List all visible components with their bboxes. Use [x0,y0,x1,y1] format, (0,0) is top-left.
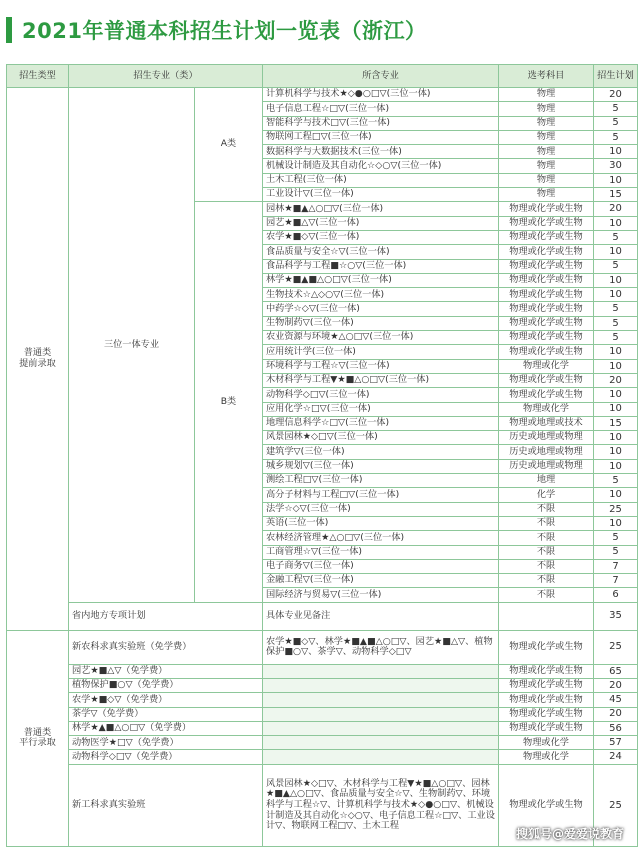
included-major-cell: 应用化学☆□▽(三位一体) [263,402,499,416]
plan-count-cell: 10 [594,488,638,502]
plan-count-cell: 10 [594,345,638,359]
subjects-cell: 化学 [499,488,594,502]
experimental-class-cell: 新农科求真实验班（免学费） [69,630,263,664]
subjects-cell: 物理或化学或生物 [499,202,594,216]
subjects-cell: 不限 [499,545,594,559]
included-major-cell: 农业资源与环境★△○□▽(三位一体) [263,331,499,345]
included-major-cell [263,721,499,735]
table-body [7,88,638,847]
plan-count-cell: 5 [594,302,638,316]
included-major-cell: 农学★■◇▽(三位一体) [263,230,499,244]
subjects-cell: 不限 [499,559,594,573]
title-bar [6,14,426,46]
included-major-cell: 园林★■▲△○□▽(三位一体) [263,202,499,216]
plan-count-cell: 15 [594,188,638,202]
subjects-cell: 不限 [499,531,594,545]
major-category-cell: 三位一体专业 [69,88,195,603]
plan-count-cell: 25 [594,764,638,846]
plan-count-cell: 10 [594,216,638,230]
subjects-cell: 物理或化学或生物 [499,230,594,244]
included-major-cell: 食品质量与安全☆▽(三位一体) [263,245,499,259]
included-major-cell [263,664,499,678]
plan-count-cell: 20 [594,373,638,387]
included-major-cell: 应用统计学(三位一体) [263,345,499,359]
included-major-cell: 地理信息科学☆□▽(三位一体) [263,416,499,430]
subjects-cell: 物理或化学或生物 [499,216,594,230]
included-major-cell: 数据科学与大数据技术(三位一体) [263,145,499,159]
included-major-cell: 测绘工程□▽(三位一体) [263,474,499,488]
table-row [7,693,638,707]
included-major-cell: 英语(三位一体) [263,516,499,530]
plan-count-cell: 5 [594,130,638,144]
subjects-cell: 物理 [499,88,594,102]
included-major-cell: 土木工程(三位一体) [263,173,499,187]
subjects-cell: 物理 [499,130,594,144]
plan-count-cell: 35 [594,602,638,630]
included-major-cell: 林学★■▲■△○□▽(三位一体) [263,273,499,287]
included-major-cell: 金融工程▽(三位一体) [263,574,499,588]
plan-count-cell: 20 [594,678,638,692]
plan-count-cell: 10 [594,431,638,445]
plan-count-cell: 10 [594,359,638,373]
plan-count-cell: 56 [594,721,638,735]
header-subjects: 选考科目 [499,65,594,88]
plan-count-cell: 10 [594,173,638,187]
included-major-cell: 工商管理☆▽(三位一体) [263,545,499,559]
subjects-cell: 物理或化学或生物 [499,388,594,402]
included-major-cell: 智能科学与技术□▽(三位一体) [263,116,499,130]
enroll-type-cell: 普通类 提前录取 [7,88,69,631]
included-major-cell: 机械设计制造及其自动化☆◇○▽(三位一体) [263,159,499,173]
subjects-cell: 不限 [499,516,594,530]
included-major-cell [263,707,499,721]
included-major-cell: 环境科学与工程☆▽(三位一体) [263,359,499,373]
plan-count-cell: 5 [594,102,638,116]
plan-count-cell: 6 [594,588,638,602]
subjects-cell: 物理或化学或生物 [499,273,594,287]
included-major-cell: 动物科学◇□▽(三位一体) [263,388,499,402]
plan-count-cell: 5 [594,331,638,345]
enroll-type-cell: 普通类 平行录取 [7,630,69,846]
subjects-cell: 物理或化学 [499,736,594,750]
subjects-cell: 物理或化学或生物 [499,331,594,345]
table-header-row [7,65,638,88]
subjects-cell: 历史或地理或物理 [499,445,594,459]
included-major-cell: 具体专业见备注 [263,602,499,630]
plan-count-cell: 10 [594,245,638,259]
included-major-cell: 生物技术☆△◇○▽(三位一体) [263,288,499,302]
included-major-cell: 国际经济与贸易▽(三位一体) [263,588,499,602]
plan-count-cell: 25 [594,630,638,664]
table-row [7,678,638,692]
subjects-cell: 物理或化学 [499,750,594,764]
major-cell: 园艺★■△▽（免学费） [69,664,263,678]
subjects-cell [499,602,594,630]
page-title: 2021年普通本科招生计划一览表（浙江） [22,19,427,43]
included-major-cell: 生物制药▽(三位一体) [263,316,499,330]
plan-count-cell: 10 [594,273,638,287]
subjects-cell: 物理 [499,188,594,202]
subjects-cell: 物理或化学或生物 [499,630,594,664]
plan-count-cell: 10 [594,459,638,473]
major-cell: 农学★■◇▽（免学费） [69,693,263,707]
subjects-cell: 物理或化学或生物 [499,316,594,330]
subjects-cell: 物理 [499,159,594,173]
subjects-cell: 物理或化学或生物 [499,345,594,359]
included-major-cell: 农学★■◇▽、林学★■▲■△○□▽、园艺★■△▽、植物保护■○▽、茶学▽、动物科学◇□▽ [263,630,499,664]
plan-count-cell: 45 [594,693,638,707]
title-accent-bar [6,17,12,43]
major-cell: 茶学▽（免学费） [69,707,263,721]
included-major-cell: 中药学☆◇▽(三位一体) [263,302,499,316]
table-row [7,736,638,750]
local-plan-major-cell: 省内地方专项计划 [69,602,263,630]
subjects-cell: 物理或化学或生物 [499,678,594,692]
included-major-cell: 农林经济管理★△○□▽(三位一体) [263,531,499,545]
included-major-cell: 物联网工程□▽(三位一体) [263,130,499,144]
included-major-cell [263,750,499,764]
subjects-cell: 物理或化学或生物 [499,259,594,273]
included-major-cell: 电子信息工程☆□▽(三位一体) [263,102,499,116]
plan-count-cell: 10 [594,145,638,159]
table-row [7,721,638,735]
subjects-cell: 物理或化学或生物 [499,245,594,259]
enrollment-plan-table [6,64,638,847]
plan-count-cell: 10 [594,288,638,302]
major-cell: 动物医学★□▽（免学费） [69,736,263,750]
subjects-cell: 物理或化学或生物 [499,288,594,302]
included-major-cell: 城乡规划▽(三位一体) [263,459,499,473]
subjects-cell: 物理 [499,116,594,130]
included-major-cell: 法学☆◇▽(三位一体) [263,502,499,516]
header-included-majors: 所含专业 [263,65,499,88]
subjects-cell: 物理 [499,173,594,187]
plan-count-cell: 10 [594,445,638,459]
subjects-cell: 物理或化学或生物 [499,707,594,721]
subjects-cell: 物理或化学 [499,402,594,416]
included-major-cell: 高分子材料与工程□▽(三位一体) [263,488,499,502]
plan-count-cell: 10 [594,388,638,402]
included-major-cell: 食品科学与工程■☆○▽(三位一体) [263,259,499,273]
major-cell: 植物保护■○▽（免学费） [69,678,263,692]
plan-count-cell: 7 [594,559,638,573]
subcategory-a-cell: A类 [195,88,263,202]
included-major-cell: 建筑学▽(三位一体) [263,445,499,459]
header-plan-count: 招生计划 [594,65,638,88]
included-major-cell: 风景园林★◇□▽、木材科学与工程▼★■△○□▽、园林★■▲△○□▽、食品质量与安全☆▽、生物制药▽、环境科学与工程☆▽、计算机科学与技术★◇●○□▽、机械设计制造及其自动化☆◇○▽、电子信息工程☆□▽、工业设计▽、物联网工程□▽、土木工程 [263,764,499,846]
plan-count-cell: 5 [594,545,638,559]
plan-count-cell: 30 [594,159,638,173]
header-enroll-type: 招生类型 [7,65,69,88]
subjects-cell: 物理或化学或生物 [499,664,594,678]
plan-count-cell: 65 [594,664,638,678]
plan-count-cell: 10 [594,516,638,530]
subjects-cell: 不限 [499,588,594,602]
table-row [7,707,638,721]
plan-count-cell: 57 [594,736,638,750]
included-major-cell [263,736,499,750]
plan-count-cell: 5 [594,259,638,273]
plan-count-cell: 7 [594,574,638,588]
plan-count-cell: 5 [594,316,638,330]
table-row [7,88,638,102]
subjects-cell: 物理或化学 [499,359,594,373]
table-row-nongke [7,630,638,664]
subjects-cell: 物理或化学或生物 [499,693,594,707]
included-major-cell: 园艺★■△▽(三位一体) [263,216,499,230]
subjects-cell: 物理或化学或生物 [499,302,594,316]
included-major-cell [263,693,499,707]
subjects-cell: 物理 [499,145,594,159]
header-major-category: 招生专业（类） [69,65,263,88]
plan-count-cell: 5 [594,230,638,244]
plan-count-cell: 5 [594,531,638,545]
subjects-cell: 物理或化学或生物 [499,764,594,846]
plan-count-cell: 20 [594,88,638,102]
major-cell: 动物科学◇□▽（免学费） [69,750,263,764]
subjects-cell: 物理或地理或技术 [499,416,594,430]
plan-count-cell: 25 [594,502,638,516]
included-major-cell: 计算机科学与技术★◇●○□▽(三位一体) [263,88,499,102]
subjects-cell: 物理 [499,102,594,116]
watermark: 搜狐号@爱爱说教育 [515,827,624,841]
subjects-cell: 不限 [499,502,594,516]
included-major-cell: 工业设计▽(三位一体) [263,188,499,202]
subjects-cell: 地理 [499,474,594,488]
major-cell: 林学★▲■△○□▽（免学费） [69,721,263,735]
included-major-cell: 木材科学与工程▼★■△○□▽(三位一体) [263,373,499,387]
included-major-cell [263,678,499,692]
plan-count-cell: 10 [594,402,638,416]
plan-count-cell: 20 [594,202,638,216]
table-row [7,750,638,764]
subjects-cell: 历史或地理或物理 [499,459,594,473]
included-major-cell: 电子商务▽(三位一体) [263,559,499,573]
table-row [7,664,638,678]
subcategory-b-cell: B类 [195,202,263,602]
plan-count-cell: 5 [594,474,638,488]
included-major-cell: 风景园林★◇□▽(三位一体) [263,431,499,445]
plan-count-cell: 15 [594,416,638,430]
subjects-cell: 不限 [499,574,594,588]
plan-count-cell: 5 [594,116,638,130]
subjects-cell: 历史或地理或物理 [499,431,594,445]
subjects-cell: 物理或化学或生物 [499,373,594,387]
experimental-class-cell: 新工科求真实验班 [69,764,263,846]
subjects-cell: 物理或化学或生物 [499,721,594,735]
plan-count-cell: 20 [594,707,638,721]
plan-count-cell: 24 [594,750,638,764]
table-row-local-plan [7,602,638,630]
